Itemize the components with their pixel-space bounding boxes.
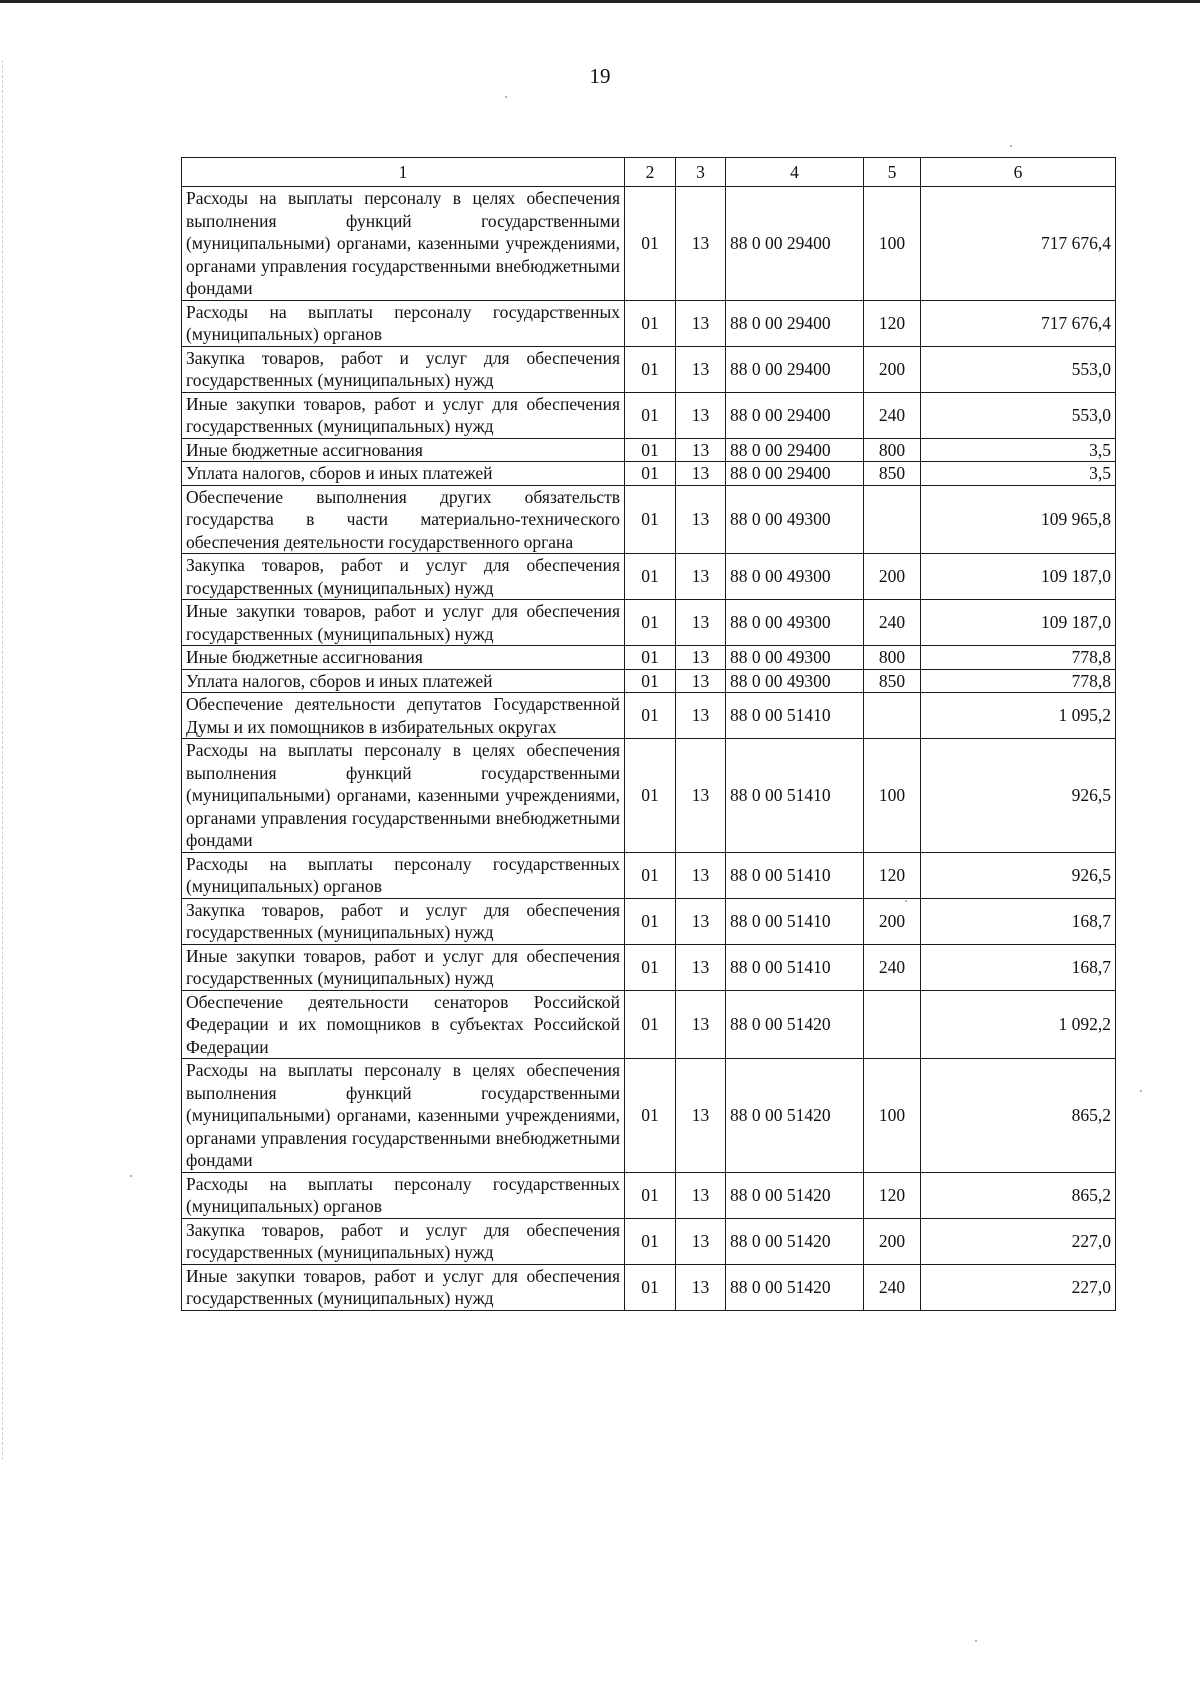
target-article-cell: 88 0 00 51420 <box>726 1172 864 1218</box>
expense-name-cell: Обеспечение деятельности сенаторов Российской Федерации и их помощников в субъектах Российской Федерации <box>182 990 625 1059</box>
subsection-code-cell: 13 <box>676 669 726 693</box>
table-row <box>182 462 1116 486</box>
page-number: 19 <box>589 64 611 88</box>
scan-left-edge <box>2 60 3 1460</box>
subsection-code-cell: 13 <box>676 392 726 438</box>
header-cell: 4 <box>726 158 864 187</box>
section-code-cell: 01 <box>625 990 676 1059</box>
section-code-cell: 01 <box>625 462 676 486</box>
section-code-cell: 01 <box>625 554 676 600</box>
section-code-cell: 01 <box>625 1059 676 1173</box>
target-article-cell: 88 0 00 49300 <box>726 646 864 670</box>
section-code-cell: 01 <box>625 669 676 693</box>
subsection-code-cell: 13 <box>676 438 726 462</box>
subsection-code-cell: 13 <box>676 187 726 301</box>
amount-cell: 168,7 <box>921 944 1116 990</box>
header-cell: 6 <box>921 158 1116 187</box>
expense-name-cell: Иные бюджетные ассигнования <box>182 646 625 670</box>
amount-cell: 109 965,8 <box>921 485 1116 554</box>
target-article-cell: 88 0 00 29400 <box>726 438 864 462</box>
table-row <box>182 669 1116 693</box>
table-row <box>182 554 1116 600</box>
target-article-cell: 88 0 00 49300 <box>726 485 864 554</box>
subsection-code-cell: 13 <box>676 462 726 486</box>
table-row <box>182 1264 1116 1310</box>
expense-name-cell: Закупка товаров, работ и услуг для обеспечения государственных (муниципальных) нужд <box>182 898 625 944</box>
target-article-cell: 88 0 00 51420 <box>726 1218 864 1264</box>
header-cell: 1 <box>182 158 625 187</box>
table-row <box>182 392 1116 438</box>
expense-type-cell: 800 <box>864 646 921 670</box>
table-row <box>182 438 1116 462</box>
expense-name-cell: Расходы на выплаты персоналу государственных (муниципальных) органов <box>182 300 625 346</box>
expense-type-cell: 200 <box>864 1218 921 1264</box>
section-code-cell: 01 <box>625 646 676 670</box>
section-code-cell: 01 <box>625 346 676 392</box>
table-row <box>182 898 1116 944</box>
header-cell: 5 <box>864 158 921 187</box>
expense-type-cell <box>864 485 921 554</box>
budget-table <box>181 157 1116 1311</box>
subsection-code-cell: 13 <box>676 693 726 739</box>
table-row <box>182 1172 1116 1218</box>
expense-type-cell: 200 <box>864 346 921 392</box>
expense-type-cell: 850 <box>864 669 921 693</box>
amount-cell: 778,8 <box>921 669 1116 693</box>
expense-name-cell: Расходы на выплаты персоналу в целях обеспечения выполнения функций государственными (муниципальными) органами, казенными учреждениями, органами управления государственными внебюджетными фондами <box>182 187 625 301</box>
expense-type-cell: 800 <box>864 438 921 462</box>
section-code-cell: 01 <box>625 898 676 944</box>
target-article-cell: 88 0 00 51420 <box>726 990 864 1059</box>
expense-name-cell: Уплата налогов, сборов и иных платежей <box>182 669 625 693</box>
subsection-code-cell: 13 <box>676 898 726 944</box>
target-article-cell: 88 0 00 51420 <box>726 1264 864 1310</box>
table-row <box>182 1059 1116 1173</box>
expense-name-cell: Закупка товаров, работ и услуг для обеспечения государственных (муниципальных) нужд <box>182 554 625 600</box>
subsection-code-cell: 13 <box>676 600 726 646</box>
expense-type-cell: 850 <box>864 462 921 486</box>
amount-cell: 553,0 <box>921 346 1116 392</box>
section-code-cell: 01 <box>625 392 676 438</box>
section-code-cell: 01 <box>625 852 676 898</box>
target-article-cell: 88 0 00 29400 <box>726 392 864 438</box>
target-article-cell: 88 0 00 51410 <box>726 739 864 853</box>
subsection-code-cell: 13 <box>676 346 726 392</box>
subsection-code-cell: 13 <box>676 1172 726 1218</box>
amount-cell: 227,0 <box>921 1264 1116 1310</box>
expense-type-cell: 240 <box>864 392 921 438</box>
subsection-code-cell: 13 <box>676 990 726 1059</box>
scan-speck <box>1140 1090 1142 1092</box>
expense-name-cell: Иные закупки товаров, работ и услуг для обеспечения государственных (муниципальных) нужд <box>182 600 625 646</box>
section-code-cell: 01 <box>625 300 676 346</box>
amount-cell: 926,5 <box>921 739 1116 853</box>
section-code-cell: 01 <box>625 438 676 462</box>
section-code-cell: 01 <box>625 187 676 301</box>
section-code-cell: 01 <box>625 1218 676 1264</box>
amount-cell: 109 187,0 <box>921 554 1116 600</box>
target-article-cell: 88 0 00 51410 <box>726 693 864 739</box>
subsection-code-cell: 13 <box>676 1264 726 1310</box>
table-row <box>182 600 1116 646</box>
expense-type-cell: 120 <box>864 300 921 346</box>
target-article-cell: 88 0 00 29400 <box>726 300 864 346</box>
amount-cell: 1 092,2 <box>921 990 1116 1059</box>
amount-cell: 865,2 <box>921 1059 1116 1173</box>
amount-cell: 865,2 <box>921 1172 1116 1218</box>
section-code-cell: 01 <box>625 1264 676 1310</box>
expense-type-cell: 100 <box>864 1059 921 1173</box>
expense-name-cell: Иные закупки товаров, работ и услуг для обеспечения государственных (муниципальных) нужд <box>182 944 625 990</box>
target-article-cell: 88 0 00 29400 <box>726 346 864 392</box>
section-code-cell: 01 <box>625 600 676 646</box>
expense-name-cell: Закупка товаров, работ и услуг для обеспечения государственных (муниципальных) нужд <box>182 1218 625 1264</box>
header-cell: 2 <box>625 158 676 187</box>
section-code-cell: 01 <box>625 944 676 990</box>
subsection-code-cell: 13 <box>676 1218 726 1264</box>
amount-cell: 3,5 <box>921 438 1116 462</box>
expense-type-cell: 120 <box>864 852 921 898</box>
expense-name-cell: Иные бюджетные ассигнования <box>182 438 625 462</box>
amount-cell: 3,5 <box>921 462 1116 486</box>
expense-type-cell: 100 <box>864 187 921 301</box>
expense-name-cell: Расходы на выплаты персоналу государственных (муниципальных) органов <box>182 852 625 898</box>
expense-type-cell: 120 <box>864 1172 921 1218</box>
target-article-cell: 88 0 00 51410 <box>726 944 864 990</box>
scan-speck <box>130 1175 132 1177</box>
expense-name-cell: Уплата налогов, сборов и иных платежей <box>182 462 625 486</box>
expense-name-cell: Обеспечение деятельности депутатов Государственной Думы и их помощников в избирательных округах <box>182 693 625 739</box>
expense-name-cell: Закупка товаров, работ и услуг для обеспечения государственных (муниципальных) нужд <box>182 346 625 392</box>
expense-name-cell: Обеспечение выполнения других обязательств государства в части материально-технического обеспечения деятельности государственного органа <box>182 485 625 554</box>
subsection-code-cell: 13 <box>676 1059 726 1173</box>
scan-speck <box>505 96 507 98</box>
table-row <box>182 300 1116 346</box>
scan-speck <box>905 900 907 902</box>
amount-cell: 778,8 <box>921 646 1116 670</box>
target-article-cell: 88 0 00 49300 <box>726 554 864 600</box>
table-body <box>182 187 1116 1311</box>
expense-type-cell: 200 <box>864 554 921 600</box>
scan-speck <box>975 1640 977 1642</box>
table-row <box>182 944 1116 990</box>
target-article-cell: 88 0 00 51410 <box>726 898 864 944</box>
section-code-cell: 01 <box>625 693 676 739</box>
target-article-cell: 88 0 00 51410 <box>726 852 864 898</box>
table-row <box>182 739 1116 853</box>
top-border-line <box>0 0 1200 3</box>
amount-cell: 717 676,4 <box>921 187 1116 301</box>
expense-name-cell: Иные закупки товаров, работ и услуг для обеспечения государственных (муниципальных) нужд <box>182 1264 625 1310</box>
amount-cell: 717 676,4 <box>921 300 1116 346</box>
subsection-code-cell: 13 <box>676 300 726 346</box>
target-article-cell: 88 0 00 49300 <box>726 669 864 693</box>
amount-cell: 168,7 <box>921 898 1116 944</box>
amount-cell: 227,0 <box>921 1218 1116 1264</box>
expense-name-cell: Расходы на выплаты персоналу государственных (муниципальных) органов <box>182 1172 625 1218</box>
amount-cell: 926,5 <box>921 852 1116 898</box>
expense-type-cell: 240 <box>864 944 921 990</box>
scan-speck <box>1010 145 1012 147</box>
subsection-code-cell: 13 <box>676 944 726 990</box>
target-article-cell: 88 0 00 51420 <box>726 1059 864 1173</box>
table-row <box>182 852 1116 898</box>
expense-type-cell <box>864 693 921 739</box>
section-code-cell: 01 <box>625 485 676 554</box>
expense-type-cell: 100 <box>864 739 921 853</box>
section-code-cell: 01 <box>625 1172 676 1218</box>
subsection-code-cell: 13 <box>676 554 726 600</box>
section-code-cell: 01 <box>625 739 676 853</box>
subsection-code-cell: 13 <box>676 646 726 670</box>
expense-type-cell: 200 <box>864 898 921 944</box>
table-row <box>182 187 1116 301</box>
amount-cell: 553,0 <box>921 392 1116 438</box>
target-article-cell: 88 0 00 29400 <box>726 187 864 301</box>
subsection-code-cell: 13 <box>676 852 726 898</box>
subsection-code-cell: 13 <box>676 739 726 853</box>
table-row <box>182 693 1116 739</box>
amount-cell: 1 095,2 <box>921 693 1116 739</box>
table-row <box>182 646 1116 670</box>
expense-type-cell: 240 <box>864 600 921 646</box>
expense-type-cell: 240 <box>864 1264 921 1310</box>
header-cell: 3 <box>676 158 726 187</box>
amount-cell: 109 187,0 <box>921 600 1116 646</box>
target-article-cell: 88 0 00 29400 <box>726 462 864 486</box>
table-row <box>182 990 1116 1059</box>
table-row <box>182 1218 1116 1264</box>
header-row <box>182 158 1116 187</box>
expense-name-cell: Расходы на выплаты персоналу в целях обеспечения выполнения функций государственными (муниципальными) органами, казенными учреждениями, органами управления государственными внебюджетными фондами <box>182 739 625 853</box>
subsection-code-cell: 13 <box>676 485 726 554</box>
target-article-cell: 88 0 00 49300 <box>726 600 864 646</box>
expense-name-cell: Иные закупки товаров, работ и услуг для обеспечения государственных (муниципальных) нужд <box>182 392 625 438</box>
expense-name-cell: Расходы на выплаты персоналу в целях обеспечения выполнения функций государственными (муниципальными) органами, казенными учреждениями, органами управления государственными внебюджетными фондами <box>182 1059 625 1173</box>
table-row <box>182 485 1116 554</box>
expense-type-cell <box>864 990 921 1059</box>
table-row <box>182 346 1116 392</box>
